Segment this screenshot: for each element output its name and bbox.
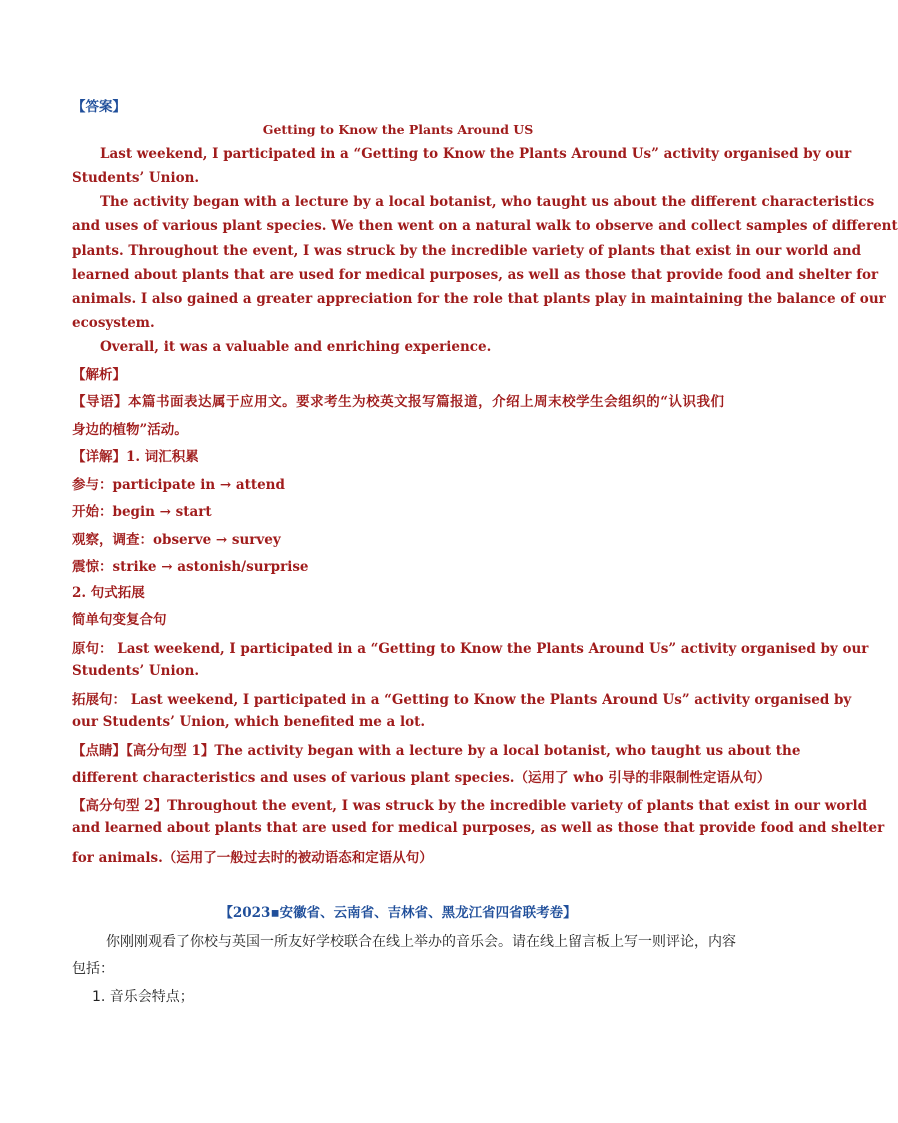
essay-line: The activity began with a lecture by a local botanist, who taught us about the different characteristics: [100, 194, 875, 210]
highlight-sentence: for animals.（运用了一般过去时的被动语态和定语从句）: [72, 850, 433, 866]
analysis-tag: 【解析】: [72, 367, 126, 383]
essay-title: Getting to Know the Plants Around US: [262, 122, 534, 137]
exam-heading: 【2023▪安徽省、云南省、吉林省、黑龙江省四省联考卷】: [219, 905, 577, 921]
essay-line: and uses of various plant species. We then went on a natural walk to observe and collect samples of different: [72, 218, 898, 234]
detail-heading: 【详解】1. 词汇积累: [72, 449, 199, 465]
essay-line: plants. Throughout the event, I was struck by the incredible variety of plants that exist in our world and: [72, 243, 862, 259]
extended-sentence: 拓展句： Last weekend, I participated in a “Getting to Know the Plants Around Us” activity organised by: [72, 692, 852, 708]
essay-line: learned about plants that are used for medical purposes, as well as those that provide food and shelter for: [72, 267, 879, 283]
highlight-sentence: different characteristics and uses of various plant species.（运用了 who 引导的非限制性定语从句）: [72, 770, 771, 786]
vocab-item: 参与：participate in → attend: [72, 477, 285, 493]
essay-line: Last weekend, I participated in a “Getting to Know the Plants Around Us” activity organised by our: [100, 146, 852, 162]
essay-line: Overall, it was a valuable and enriching experience.: [100, 339, 492, 355]
prompt-item: 1. 音乐会特点；: [92, 989, 194, 1005]
guide-line: 【导语】本篇书面表达属于应用文。要求考生为校英文报写篇报道，介绍上周末校学生会组织的“认识我们: [72, 394, 724, 410]
highlight-sentence: 【高分句型 2】Throughout the event, I was struck by the incredible variety of plants that exist in our world: [72, 798, 868, 814]
highlight-sentence: 【点睛】【高分句型 1】The activity began with a lecture by a local botanist, who taught us about the: [72, 743, 801, 759]
vocab-item: 震惊：strike → astonish/surprise: [72, 559, 309, 575]
vocab-item: 观察，调查：observe → survey: [72, 532, 281, 548]
vocab-item: 开始：begin → start: [72, 504, 212, 520]
sub-heading: 简单句变复合句: [72, 612, 167, 628]
essay-line: animals. I also gained a greater appreciation for the role that plants play in maintaining the balance of our: [72, 291, 886, 307]
original-sentence: Students’ Union.: [72, 663, 200, 679]
answer-tag: 【答案】: [72, 99, 126, 115]
guide-line: 身边的植物”活动。: [72, 422, 188, 438]
prompt-line: 你刚刚观看了你校与英国一所友好学校联合在线上举办的音乐会。请在线上留言板上写一则评论，内容: [106, 934, 736, 950]
essay-line: ecosystem.: [72, 315, 155, 331]
original-sentence: 原句： Last weekend, I participated in a “Getting to Know the Plants Around Us” activity organised by our: [72, 641, 869, 657]
prompt-line: 包括：: [72, 961, 114, 977]
highlight-sentence: and learned about plants that are used for medical purposes, as well as those that provide food and shelter: [72, 820, 885, 836]
section-heading: 2. 句式拓展: [72, 585, 145, 601]
essay-line: Students’ Union.: [72, 170, 200, 186]
extended-sentence: our Students’ Union, which benefited me a lot.: [72, 714, 426, 730]
